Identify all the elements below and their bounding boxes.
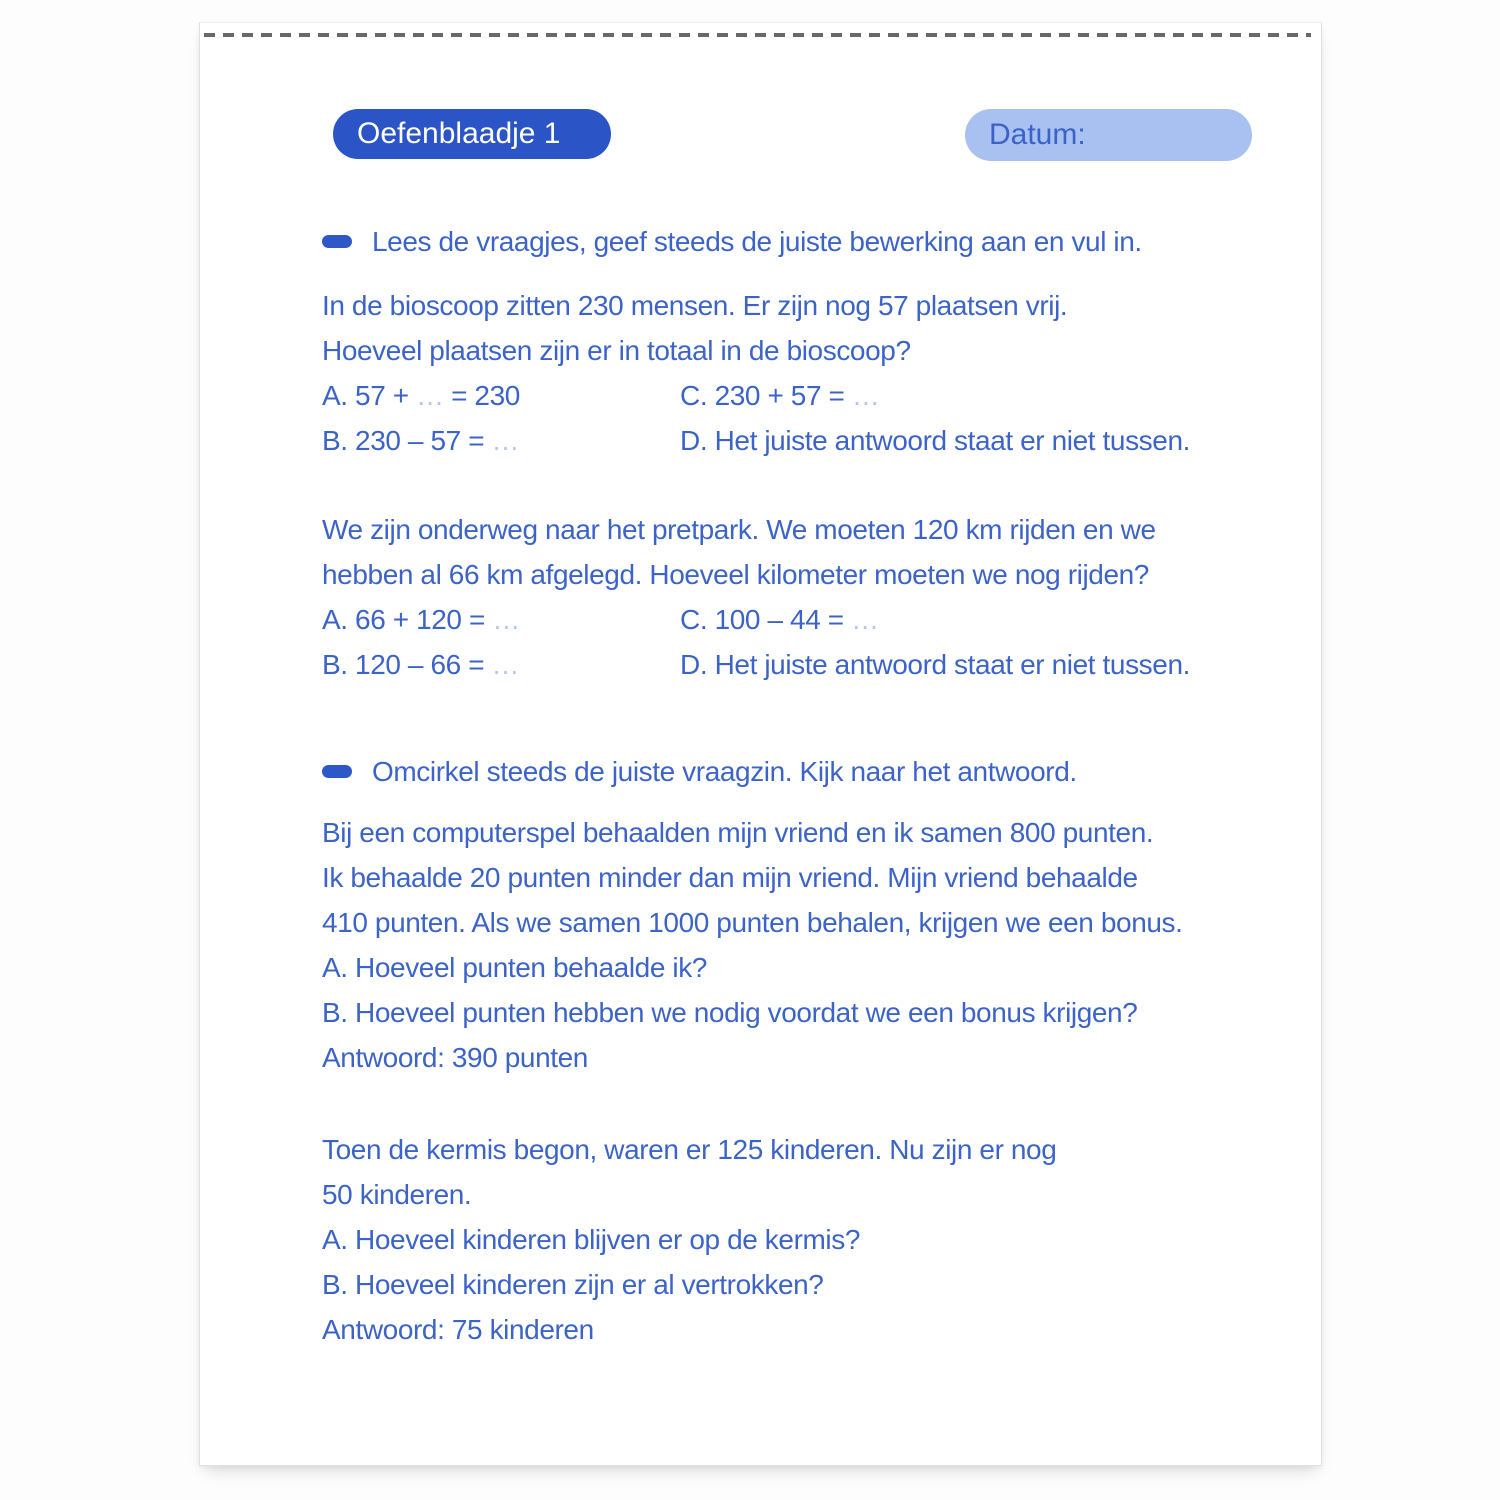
ellipsis-blank: …	[492, 604, 520, 635]
option-c: C. 230 + 57 = …	[680, 380, 880, 411]
ellipsis-blank: …	[491, 649, 520, 680]
instruction-text: Omcirkel steeds de juiste vraagzin. Kijk naar het antwoord.	[372, 755, 1077, 787]
problem-block	[322, 507, 1302, 687]
statement-line: Toen de kermis begon, waren er 125 kinderen. Nu zijn er nog	[322, 1134, 1057, 1165]
worksheet-title: Oefenblaadje 1	[357, 117, 561, 150]
options-row	[322, 642, 1302, 687]
statement-line: 410 punten. Als we samen 1000 punten behalen, krijgen we een bonus.	[322, 907, 1183, 938]
answer-line: Antwoord: 390 punten	[322, 1042, 588, 1073]
statement-line: Ik behaalde 20 punten minder dan mijn vriend. Mijn vriend behaalde	[322, 862, 1138, 893]
worksheet-title-badge	[333, 109, 611, 159]
question-line: A. Hoeveel kinderen blijven er op de kermis?	[322, 1224, 861, 1255]
option-d: D. Het juiste antwoord staat er niet tussen.	[680, 425, 1190, 456]
statement-line: We zijn onderweg naar het pretpark. We moeten 120 km rijden en we	[322, 514, 1156, 545]
section-instruction	[322, 219, 1302, 264]
question-line: A. Hoeveel punten behaalde ik?	[322, 952, 707, 983]
statement-line: 50 kinderen.	[322, 1179, 472, 1210]
option-b: B. 230 – 57 = …	[322, 425, 520, 456]
worksheet-page	[199, 22, 1322, 1466]
options-row	[322, 373, 1302, 418]
problem-block	[322, 810, 1302, 1080]
statement-line: Hoeveel plaatsen zijn er in totaal in de bioscoop?	[322, 335, 911, 366]
statement-line: Bij een computerspel behaalden mijn vriend en ik samen 800 punten.	[322, 817, 1154, 848]
ellipsis-blank: …	[851, 604, 879, 635]
option-a: A. 66 + 120 = …	[322, 604, 520, 635]
section-instruction	[322, 749, 1302, 794]
question-line: B. Hoeveel kinderen zijn er al vertrokken?	[322, 1269, 824, 1300]
option-d: D. Het juiste antwoord staat er niet tussen.	[680, 649, 1190, 680]
statement-line: In de bioscoop zitten 230 mensen. Er zijn nog 57 plaatsen vrij.	[322, 290, 1068, 321]
ellipsis-blank: …	[491, 425, 520, 456]
option-a: A. 57 + … = 230	[322, 380, 520, 411]
option-c: C. 100 – 44 = …	[680, 604, 879, 635]
question-line: B. Hoeveel punten hebben we nodig voordat we een bonus krijgen?	[322, 997, 1138, 1028]
perforation-tear-line-icon	[204, 33, 1311, 37]
dash-bullet-icon	[322, 765, 352, 778]
statement-line: hebben al 66 km afgelegd. Hoeveel kilometer moeten we nog rijden?	[322, 559, 1149, 590]
problem-block	[322, 1127, 1302, 1352]
date-label: Datum:	[989, 118, 1086, 151]
option-b: B. 120 – 66 = …	[322, 649, 520, 680]
problem-block	[322, 283, 1302, 463]
options-row	[322, 418, 1302, 463]
options-row	[322, 597, 1302, 642]
instruction-text: Lees de vraagjes, geef steeds de juiste bewerking aan en vul in.	[372, 225, 1142, 257]
dash-bullet-icon	[322, 235, 352, 248]
answer-line: Antwoord: 75 kinderen	[322, 1314, 594, 1345]
ellipsis-blank: …	[416, 380, 444, 411]
ellipsis-blank: …	[851, 380, 880, 411]
date-field	[965, 109, 1252, 161]
